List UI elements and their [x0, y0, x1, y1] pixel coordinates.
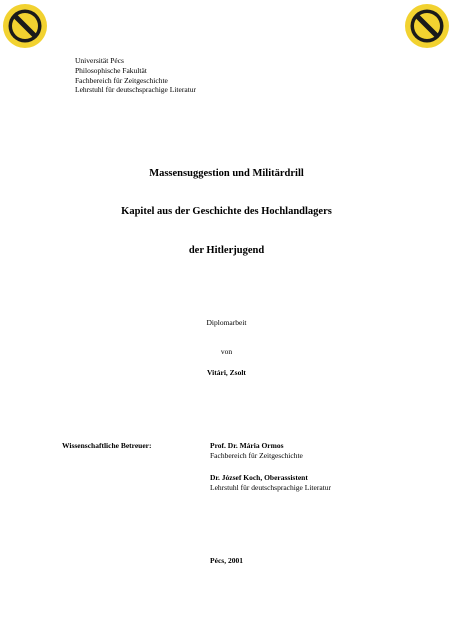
download-seal-logo-left [2, 3, 48, 49]
von-label: von [220, 347, 233, 356]
advisor-1-name: Prof. Dr. Mária Ormos [210, 441, 284, 450]
advisor-1-dept: Fachbereich für Zeitgeschichte [210, 450, 303, 460]
advisor-1 [210, 441, 303, 460]
affiliation-department: Fachbereich für Zeitgeschichte [75, 75, 168, 85]
thesis-type: Diplomarbeit [206, 318, 247, 327]
affiliation-block [75, 56, 196, 95]
affiliation-university: Universität Pécs [75, 56, 124, 65]
affiliation-faculty: Philosophische Fakultät [75, 65, 147, 75]
author-name: Vitári, Zsolt [207, 368, 246, 377]
title-line-2: Kapitel aus der Geschichte des Hochlandlagers [121, 206, 332, 217]
advisor-2-dept: Lehrstuhl für deutschsprachige Literatur [210, 482, 331, 492]
advisors-label: Wissenschaftliche Betreuer: [62, 441, 152, 450]
title-line-1: Massensuggestion und Militärdrill [149, 168, 304, 179]
download-seal-logo-right [404, 3, 450, 49]
title-line-3: der Hitlerjugend [188, 245, 265, 256]
affiliation-chair: Lehrstuhl für deutschsprachige Literatur [75, 85, 196, 95]
advisor-2 [210, 473, 331, 492]
place-date: Pécs, 2001 [210, 556, 243, 565]
advisor-2-name: Dr. József Koch, Oberassistent [210, 473, 308, 482]
